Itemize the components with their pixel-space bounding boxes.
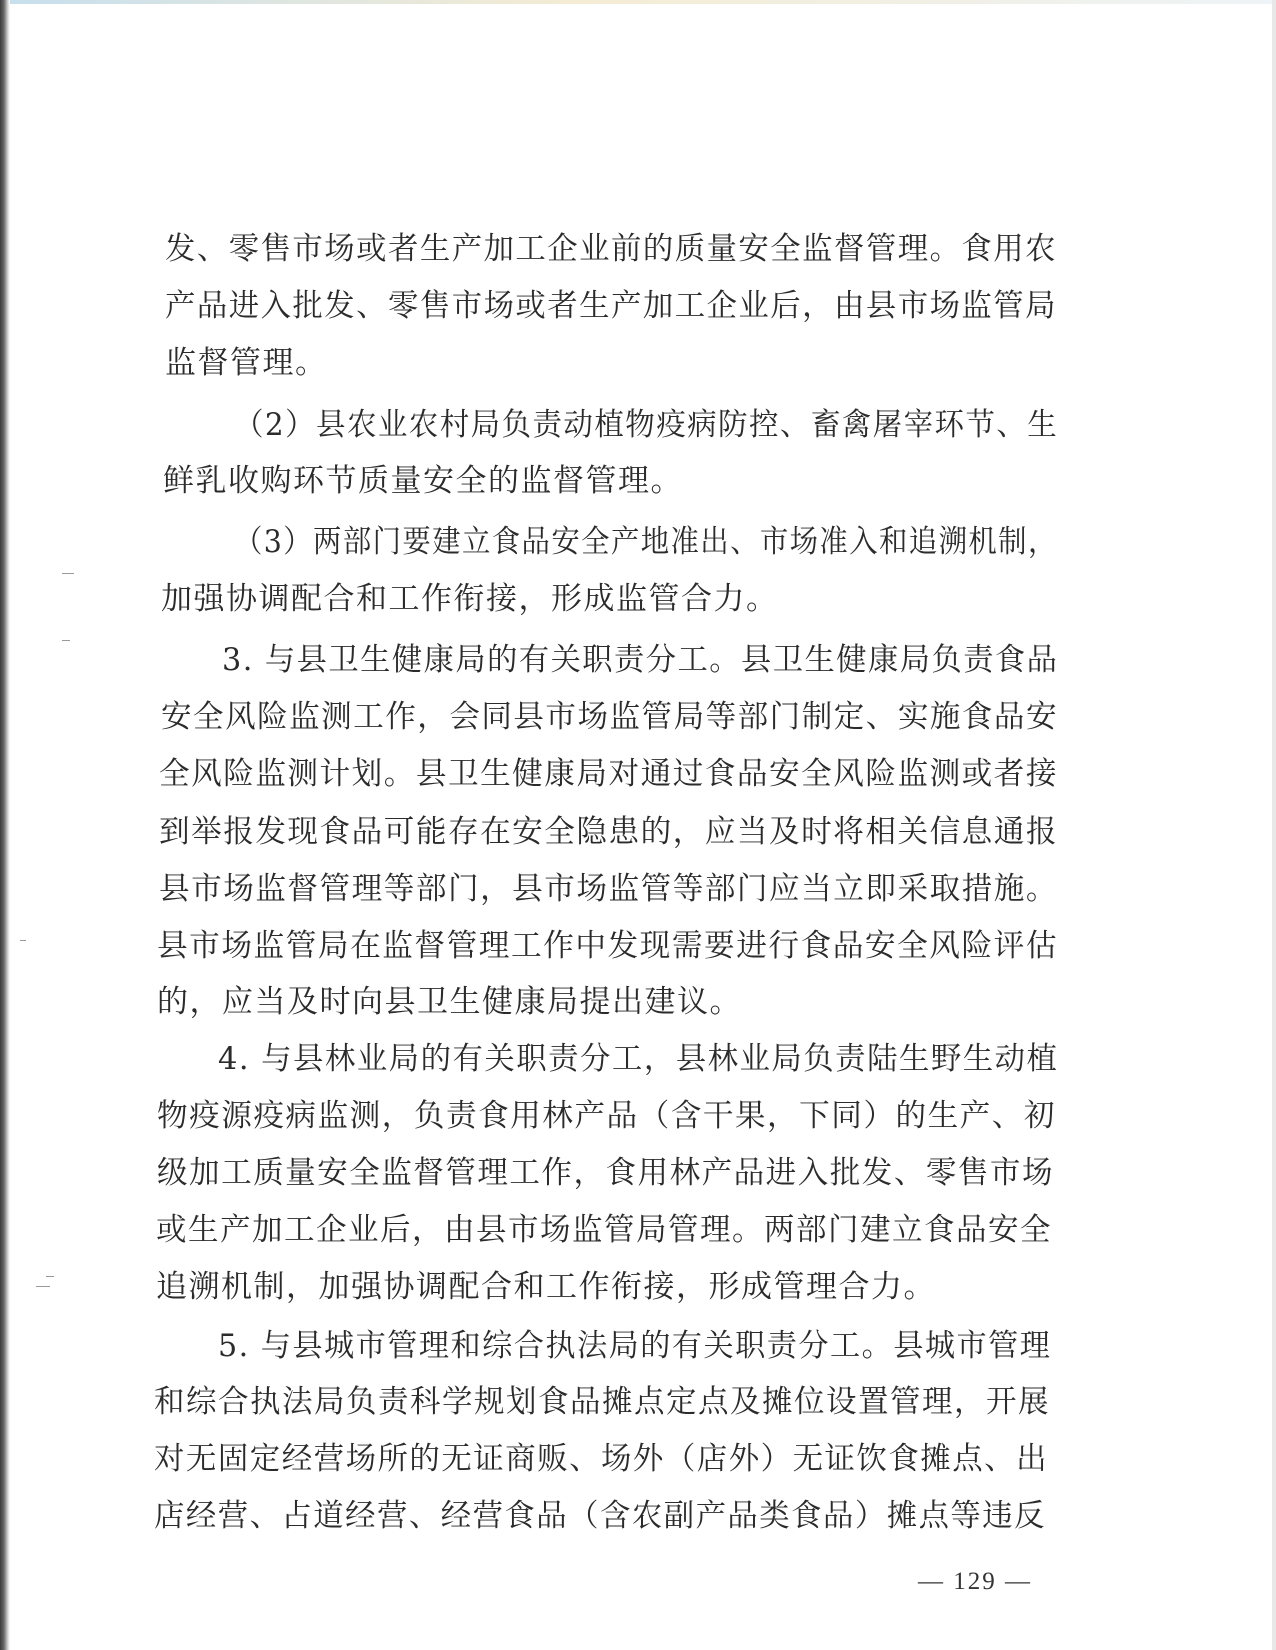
text-line: （3）两部门要建立食品安全产地准出、市场准入和追溯机制， xyxy=(234,524,1058,560)
text-line: 监督管理。 xyxy=(165,345,328,381)
text-line: 的，应当及时向县卫生健康局提出建议。 xyxy=(157,984,742,1020)
text-line: 全风险监测计划。县卫生健康局对通过食品安全风险监测或者接 xyxy=(159,756,1058,792)
text-line: 县市场监管局在监督管理工作中发现需要进行食品安全风险评估 xyxy=(157,928,1058,964)
text-line: 鲜乳收购环节质量安全的监督管理。 xyxy=(163,463,683,499)
scan-right-edge xyxy=(1272,0,1276,1650)
text-line: 到举报发现食品可能存在安全隐患的，应当及时将相关信息通报 xyxy=(159,814,1058,850)
text-line: 加强协调配合和工作衔接，形成监管合力。 xyxy=(161,581,779,617)
text-line: 4. 与县林业局的有关职责分工，县林业局负责陆生野生动植 xyxy=(218,1041,1059,1077)
text-line: 追溯机制，加强协调配合和工作衔接，形成管理合力。 xyxy=(156,1269,936,1305)
text-line: 级加工质量安全监督管理工作，食用林产品进入批发、零售市场 xyxy=(157,1155,1054,1191)
scan-left-edge xyxy=(0,0,10,1650)
text-line: 产品进入批发、零售市场或者生产加工企业后，由县市场监管局 xyxy=(165,288,1057,324)
text-line: 3. 与县卫生健康局的有关职责分工。县卫生健康局负责食品 xyxy=(222,642,1059,678)
scan-speck xyxy=(62,640,70,641)
scan-speck xyxy=(20,940,26,941)
text-line: 发、零售市场或者生产加工企业前的质量安全监督管理。食用农 xyxy=(165,231,1057,267)
text-line: 安全风险监测工作，会同县市场监管局等部门制定、实施食品安 xyxy=(161,699,1058,735)
text-line: 对无固定经营场所的无证商贩、场外（店外）无证饮食摊点、出 xyxy=(154,1441,1048,1477)
text-line: 物疫源疫病监测，负责食用林产品（含干果，下同）的生产、初 xyxy=(157,1098,1056,1134)
scan-speck xyxy=(62,573,74,574)
page-number: — 129 — xyxy=(918,1568,1032,1595)
text-line: 5. 与县城市管理和综合执法局的有关职责分工。县城市管理 xyxy=(218,1328,1052,1364)
text-line: 店经营、占道经营、经营食品（含农副产品类食品）摊点等违反 xyxy=(154,1498,1046,1534)
scan-speck xyxy=(36,1286,50,1287)
text-line: （2）县农业农村局负责动植物疫病防控、畜禽屠宰环节、生 xyxy=(234,407,1059,443)
text-line: 和综合执法局负责科学规划食品摊点定点及摊位设置管理，开展 xyxy=(154,1384,1050,1420)
scan-top-edge xyxy=(0,0,1276,4)
scan-speck xyxy=(46,1276,54,1277)
text-line: 或生产加工企业后，由县市场监管局管理。两部门建立食品安全 xyxy=(156,1212,1052,1248)
text-line: 县市场监督管理等部门，县市场监管等部门应当立即采取措施。 xyxy=(159,871,1058,907)
